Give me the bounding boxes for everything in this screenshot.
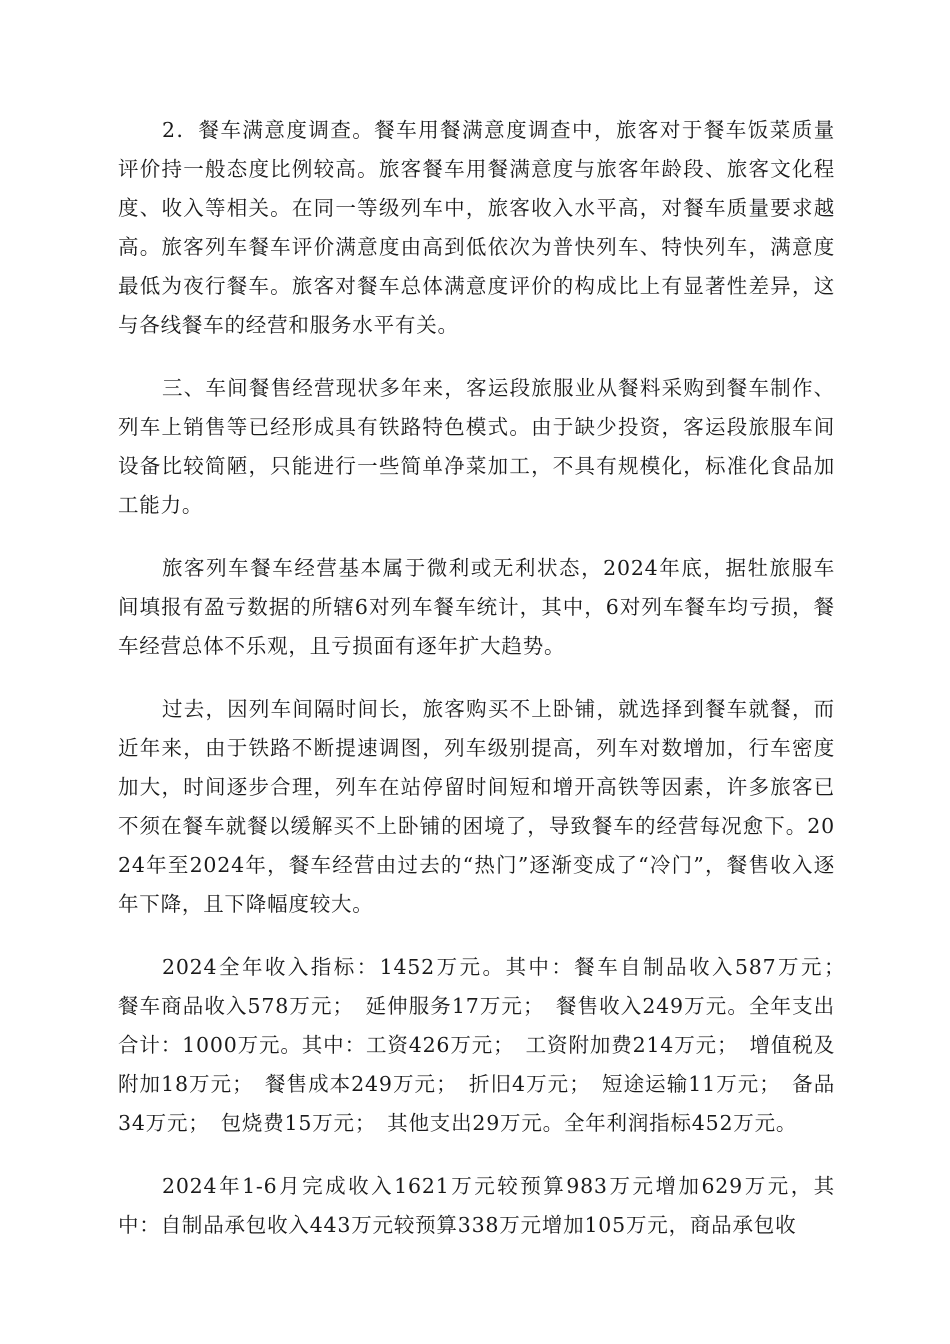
paragraph-workshop-operation-status: 三、车间餐售经营现状多年来，客运段旅服业从餐料采购到餐车制作、列车上销售等已经形成具有铁路特色模式。由于缺少投资，客运段旅服车间设备比较简陋，只能进行一些简单净菜加工，不具有规模化，标准化食品加工能力。 <box>118 376 835 517</box>
paragraph-dining-car-profitability: 旅客列车餐车经营基本属于微利或无利状态，2024年底，据牡旅服车间填报有盈亏数据的所辖6对列车餐车统计，其中，6对列车餐车均亏损，餐车经营总体不乐观，且亏损面有逐年扩大趋势。 <box>118 556 835 658</box>
paragraph-dining-car-satisfaction-survey: 2．餐车满意度调查。餐车用餐满意度调查中，旅客对于餐车饭菜质量评价持一般态度比例较高。旅客餐车用餐满意度与旅客年龄段、旅客文化程度、收入等相关。在同一等级列车中，旅客收入水平高，对餐车质量要求越高。旅客列车餐车评价满意度由高到低依次为普快列车、特快列车，满意度最低为夜行餐车。旅客对餐车总体满意度评价的构成比上有显著性差异，这与各线餐车的经营和服务水平有关。 <box>118 118 835 337</box>
paragraph-half-year-income: 2024年1-6月完成收入1621万元较预算983万元增加629万元，其中：自制品承包收入443万元较预算338万元增加105万元，商品承包收 <box>118 1174 835 1237</box>
paragraph-declining-revenue-causes: 过去，因列车间隔时间长，旅客购买不上卧铺，就选择到餐车就餐，而近年来，由于铁路不断提速调图，列车级别提高，列车对数增加，行车密度加大，时间逐步合理，列车在站停留时间短和增开高铁等因素，许多旅客已不须在餐车就餐以缓解买不上卧铺的困境了，导致餐车的经营每况愈下。2024年至2024年，餐车经营由过去的“热门”逐渐变成了“冷门”，餐售收入逐年下降，且下降幅度较大。 <box>118 697 835 916</box>
document-body <box>118 111 857 1245</box>
paragraph-annual-income-indicators: 2024全年收入指标：1452万元。其中：餐车自制品收入587万元； 餐车商品收入578万元； 延伸服务17万元； 餐售收入249万元。全年支出合计：1000万元。其中：工资426万元； 工资附加费214万元； 增值税及附加18万元； 餐售成本249万元； 折旧4万元； 短途运输11万元； 备品34万元； 包烧费15万元； 其他支出29万元。全年利润指标452万元。 <box>118 955 857 1135</box>
